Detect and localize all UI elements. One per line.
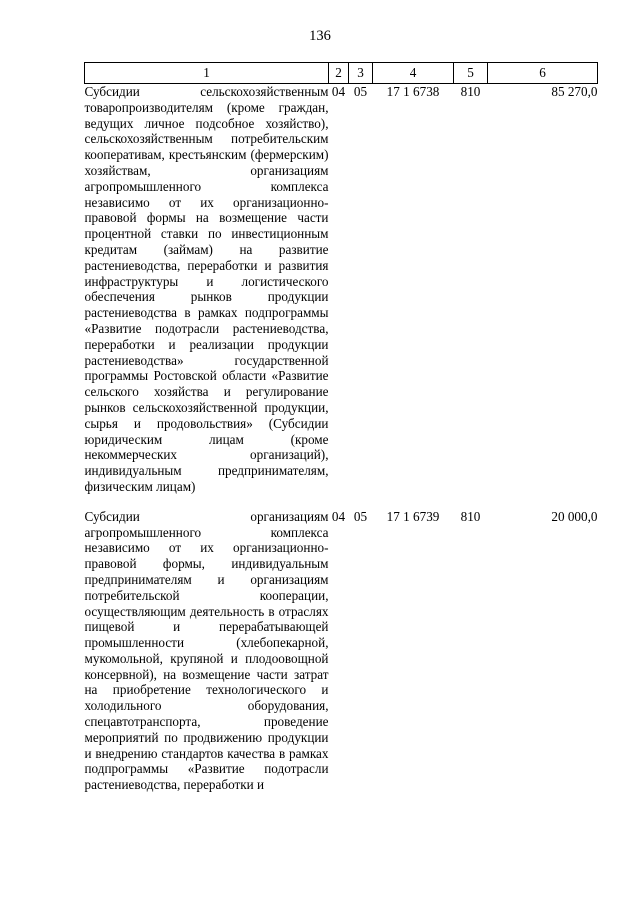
column-header-4: 4 bbox=[373, 63, 454, 84]
row-amount: 85 270,0 bbox=[551, 84, 598, 99]
column-header-6: 6 bbox=[488, 63, 598, 84]
row-expense-type: 810 bbox=[460, 508, 481, 524]
row-description: Субсидии организациям агропромышленного комплекса независимо от их организационно-правовой формы, индивидуальным предпринимателям и организациям потребительской кооперации, осуществляющим деятельность в отраслях пищевой и перерабатывающей промышленности (хлебопекарной, мукомольной, крупяной и плодоовощной консервной), на возмещение части затрат на приобретение технологического и холодильного оборудования, спецавтотранспорта, проведение мероприятий по продвижению продукции и внедрению стандартов качества в рамках подпрограммы «Развитие подотрасли растениеводства, переработки и bbox=[84, 508, 329, 793]
column-header-5: 5 bbox=[454, 63, 488, 84]
row-subsection-code: 05 bbox=[353, 84, 368, 99]
table-header-row bbox=[85, 63, 598, 84]
column-header-1: 1 bbox=[85, 63, 329, 84]
row-section-code: 04 bbox=[331, 508, 346, 524]
column-header-3: 3 bbox=[349, 63, 373, 84]
column-header-2: 2 bbox=[329, 63, 349, 84]
table-row bbox=[85, 84, 598, 495]
table-row bbox=[85, 495, 598, 793]
row-expense-type: 810 bbox=[460, 84, 481, 99]
row-target-article: 17 1 6738 bbox=[386, 84, 440, 99]
row-subsection-code: 05 bbox=[353, 508, 368, 524]
page-number: 136 bbox=[309, 28, 331, 44]
row-description: Субсидии сельскохозяйственным товаропроизводителям (кроме граждан, ведущих личное подсобное хозяйство), сельскохозяйственным потребительским кооперативам, крестьянским (фермерским) хозяйствам, организациям агропромышленного комплекса независимо от их организационно-правовой формы на возмещение части процентной ставки по инвестиционным кредитам (займам) на развитие растениеводства, переработки и развития инфраструктуры и логистического обеспечения рынков продукции растениеводства в рамках подпрограммы «Развитие подотрасли растениеводства, переработки и реализации продукции растениеводства» государственной программы Ростовской области «Развитие сельского хозяйства и регулирование рынков сельскохозяйственной продукции, сырья и продовольствия» (Субсидии юридическим лицам (кроме некоммерческих организаций), индивидуальным предпринимателям, физическим лицам) bbox=[84, 84, 329, 494]
budget-table bbox=[84, 62, 598, 793]
row-amount: 20 000,0 bbox=[551, 508, 598, 524]
row-section-code: 04 bbox=[331, 84, 346, 99]
row-target-article: 17 1 6739 bbox=[386, 508, 440, 524]
